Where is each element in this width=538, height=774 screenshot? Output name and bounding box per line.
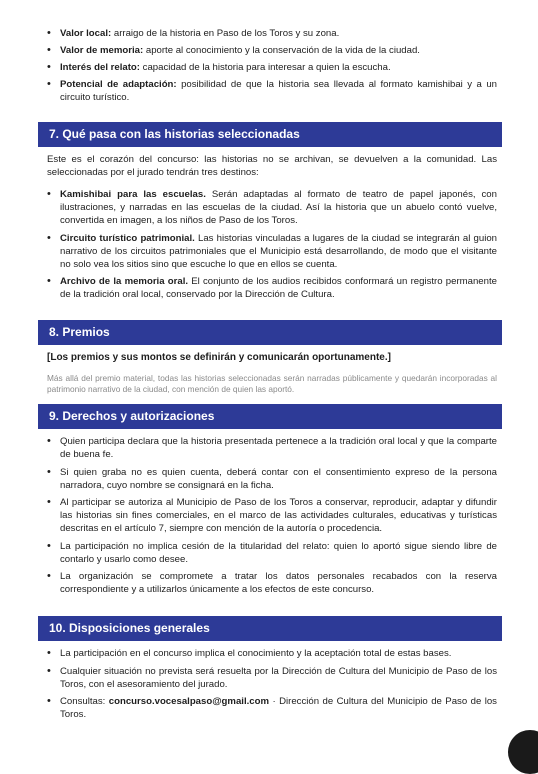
list-item: • Quien participa declara que la historia presentada pertenece a la tradición oral local y que la comparte de buena fe. [47, 435, 497, 461]
corner-badge [508, 730, 538, 774]
section-10-heading: 10. Disposiciones generales [38, 616, 502, 641]
section-7-heading: 7. Qué pasa con las historias seleccionadas [38, 122, 502, 147]
prizes-note: Más allá del premio material, todas las historias seleccionadas serán narradas públicamente y quedarán incorporadas al patrimonio narrativo de la ciudad, con mención de quien las aportó. [47, 373, 497, 394]
list-item: • Circuito turístico patrimonial. Las historias vinculadas a lugares de la ciudad se integrarán al guion narrativo de los circuitos patrimoniales que el Municipio está desarrollando, de modo que el visitante no solo vea los sitios sino que escuche lo que en ellos se cuenta. [47, 232, 497, 271]
list-item: • Kamishibai para las escuelas. Serán adaptadas al formato de teatro de papel japonés, con ilustraciones, y narradas en las escuelas de la ciudad. Así la historia que un abuelo contó vuelve, convertida en imagen, a los niños de Paso de los Toros. [47, 188, 497, 227]
list-item: • Valor local: arraigo de la historia en Paso de los Toros y su zona. [47, 27, 497, 40]
section-10-list [47, 647, 497, 726]
section-9-heading: 9. Derechos y autorizaciones [38, 404, 502, 429]
list-item: • Si quien graba no es quien cuenta, deberá contar con el consentimiento expreso de la persona narradora, cuyo nombre se consignará en la ficha. [47, 466, 497, 492]
section-7-list [47, 188, 497, 306]
list-item: • La organización se compromete a tratar los datos personales recabados con la reserva correspondiente y a utilizarlos únicamente a los efectos de este concurso. [47, 570, 497, 596]
list-item: • Potencial de adaptación: posibilidad de que la historia sea llevada al formato kamishibai y a un circuito turístico. [47, 78, 497, 104]
prizes-pending-note: [Los premios y sus montos se definirán y comunicarán oportunamente.] [47, 352, 391, 363]
list-item: • La participación no implica cesión de la titularidad del relato: quien lo aportó sigue siendo libre de contarlo y usarlo como desee. [47, 540, 497, 566]
section-9-list [47, 435, 497, 601]
list-item: • Valor de memoria: aporte al conocimiento y la conservación de la vida de la ciudad. [47, 44, 497, 57]
list-item: • La participación en el concurso implica el conocimiento y la aceptación total de estas bases. [47, 647, 497, 660]
list-item: • Consultas: concurso.vocesalpaso@gmail.com · Dirección de Cultura del Municipio de Paso de los Toros. [47, 695, 497, 721]
list-item: • Archivo de la memoria oral. El conjunto de los audios recibidos conformará un registro permanente de la tradición oral local, conservado por la Dirección de Cultura. [47, 275, 497, 301]
evaluation-criteria-list [47, 27, 497, 108]
list-item: • Al participar se autoriza al Municipio de Paso de los Toros a conservar, reproducir, adaptar y difundir las historias sin fines comerciales, en el marco de las actividades culturales, educativas y turísticas descritas en el artículo 7, siempre con mención de la autoría o procedencia. [47, 496, 497, 535]
section-8-heading: 8. Premios [38, 320, 502, 345]
contact-email-link[interactable]: concurso.vocesalpaso@gmail.com [108, 696, 270, 707]
section-7-intro: Este es el corazón del concurso: las historias no se archivan, se devuelven a la comunidad. Las seleccionadas por el jurado tendrán tres destinos: [47, 154, 497, 178]
list-item: • Cualquier situación no prevista será resuelta por la Dirección de Cultura del Municipio de Paso de los Toros, con el asesoramiento del jurado. [47, 665, 497, 691]
list-item: • Interés del relato: capacidad de la historia para interesar a quien la escucha. [47, 61, 497, 74]
